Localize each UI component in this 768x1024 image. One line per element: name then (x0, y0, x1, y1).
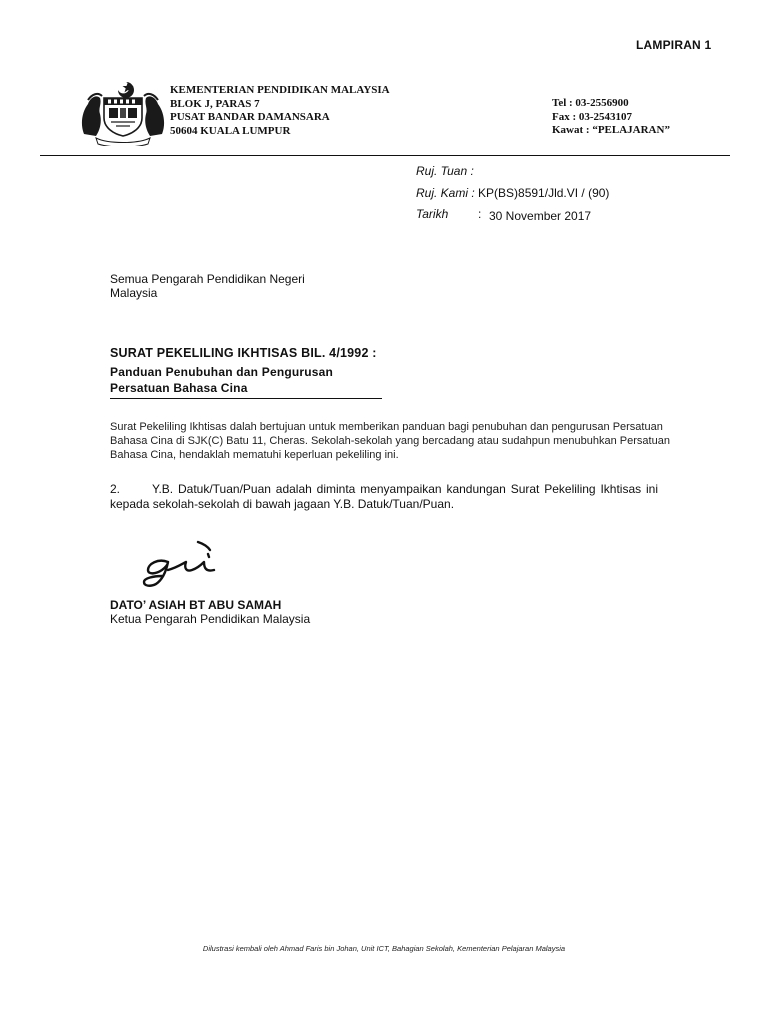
attachment-label: LAMPIRAN 1 (636, 38, 712, 52)
footer-credit: Dilustrasi kembali oleh Ahmad Faris bin Johan, Unit ICT, Bahagian Sekolah, Kementerian Pelajaran Malaysia (202, 944, 566, 953)
ref-our-label: Ruj. Kami : (416, 186, 475, 200)
circular-subtitle-line-2: Persatuan Bahasa Cina (110, 381, 248, 395)
date-colon: : (478, 207, 482, 221)
ref-your-line (416, 164, 474, 178)
ref-your-label: Ruj. Tuan : (416, 164, 474, 178)
ref-our-line (416, 186, 609, 200)
recipient-block (110, 272, 305, 300)
circular-subtitle (110, 364, 382, 399)
ministry-name: KEMENTERIAN PENDIDIKAN MALAYSIA (170, 84, 390, 96)
address-line-3: 50604 KUALA LUMPUR (170, 124, 291, 137)
ministry-address-block (170, 84, 390, 138)
telephone: Tel : 03-2556900 (552, 97, 629, 109)
recipient-line-2: Malaysia (110, 286, 158, 300)
body-paragraph-2 (110, 482, 658, 511)
malaysia-coat-of-arms-icon (78, 78, 168, 146)
signatory-name: DATO’ ASIAH BT ABU SAMAH (110, 598, 282, 612)
address-line-2: PUSAT BANDAR DAMANSARA (170, 111, 330, 124)
fax: Fax : 03-2543107 (552, 110, 633, 123)
recipient-line-1: Semua Pengarah Pendidikan Negeri (110, 272, 305, 286)
telegram-address: Kawat : “PELAJARAN” (552, 124, 670, 137)
circular-subtitle-line-1: Panduan Penubuhan dan Pengurusan (110, 365, 334, 379)
handwritten-signature-icon (132, 540, 232, 592)
paragraph-2-text: Y.B. Datuk/Tuan/Puan adalah diminta menyampaikan kandungan Surat Pekeliling Ikhtisas ini kepada sekolah-sekolah di bawah jagaan Y.B. Datuk/Tuan/Puan. (110, 482, 658, 511)
date-label: Tarikh (416, 207, 449, 221)
header-divider (40, 155, 730, 156)
circular-title: SURAT PEKELILING IKHTISAS BIL. 4/1992 : (110, 346, 377, 360)
ref-our-value: KP(BS)8591/Jld.VI / (90) (478, 186, 610, 200)
signatory-title: Ketua Pengarah Pendidikan Malaysia (110, 612, 311, 626)
date-value: 30 November 2017 (489, 209, 592, 223)
date-line (416, 207, 448, 221)
paragraph-number: 2. (110, 482, 121, 496)
contact-block (552, 97, 670, 138)
address-line-1: BLOK J, PARAS 7 (170, 97, 260, 110)
body-paragraph-1: Surat Pekeliling Ikhtisas dalah bertujuan untuk memberikan panduan bagi penubuhan dan pengurusan Persatuan Bahasa Cina di SJK(C) Batu 11, Cheras. Sekolah-sekolah yang bercadang atau sudahpun menubuhkan Persatuan Bahasa Cina, hendaklah mematuhi keperluan pekeliling ini. (110, 421, 670, 461)
